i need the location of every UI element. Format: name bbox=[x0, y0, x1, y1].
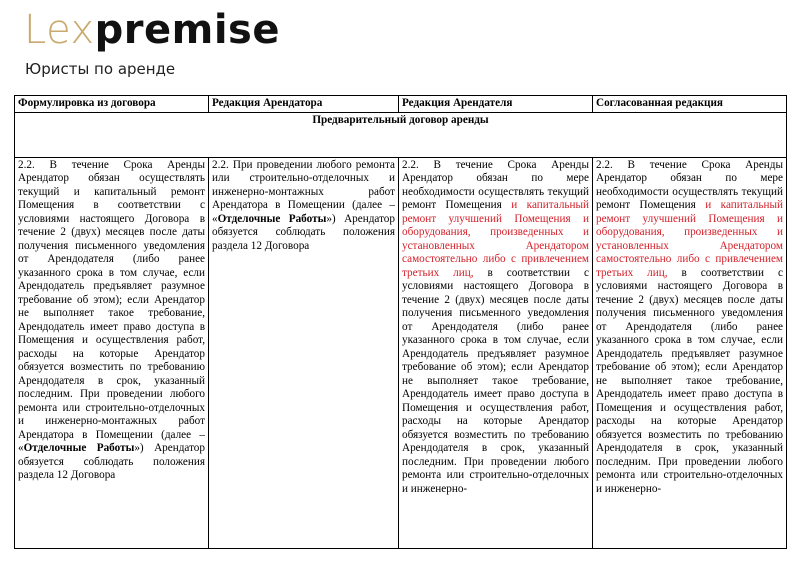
cell-contract-wording bbox=[15, 157, 209, 548]
cell-text: 2.2. В течение Срока Аренды Арендатор обязан осуществлять текущий и капитальный ремонт Помещения в соответствии с условиями настоящего Договора в течение 2 (двух) месяцев после даты получения письменного уведомления от Арендодателя (либо ранее указанного срока в том случае, если Арендодатель предъявляет разумное требование об этом); если Арендатор не выполняет такое требование, Арендодатель имеет право доступа в Помещения и осуществления работ, расходы на которые Арендатор обязуется возместить по требованию Арендодателя в срок, указанный последним. При проведении любого ремонта или строительно-отделочных и инженерно-монтажных работ Арендатора в Помещении (далее – « bbox=[18, 158, 205, 454]
comparison-table bbox=[14, 95, 787, 549]
cell-text-changed: и капитальный ремонт улучшений Помещения и оборудования, произведенных и установленных Арендатором самостоятельно либо с привлечением третьих лиц, bbox=[596, 199, 783, 279]
cell-text-bold: Отделочные Работы bbox=[23, 442, 135, 454]
section-row bbox=[15, 112, 787, 157]
header-landlord-version: Редакция Арендателя bbox=[399, 96, 593, 113]
header-agreed-version: Согласованная редакция bbox=[593, 96, 787, 113]
cell-text: в соответствии с условиями настоящего Договора в течение 2 (двух) месяцев после даты получения письменного уведомления от Арендодателя (либо ранее указанного срока в том случае, если Арендодатель предъявляет разумное требование об этом); если Арендатор не выполняет такое требование, Арендодатель имеет право доступа в Помещения и осуществления работ, расходы на которые Арендатор обязуется возместить по требованию Арендодателя в срок, указанный последним. При проведении любого ремонта или строительно-отделочных и инженерно- bbox=[596, 266, 783, 495]
cell-text: в соответствии с условиями настоящего Договора в течение 2 (двух) месяцев после даты получения письменного уведомления от Арендодателя (либо ранее указанного срока в том случае, если Арендодатель предъявляет разумное требование об этом); если Арендатор не выполняет такое требование, Арендодатель имеет право доступа в Помещения и осуществления работ, расходы на которые Арендатор обязуется возместить по требованию Арендодателя в срок, указанный последним. При проведении любого ремонта или строительно-отделочных и инженерно- bbox=[402, 266, 589, 495]
cell-text: 2.2. В течение Срока Аренды Арендатор обязан по мере необходимости осуществлять текущий ремонт Помещения bbox=[596, 158, 783, 211]
cell-text: 2.2. В течение Срока Аренды Арендатор обязан по мере необходимости осуществлять текущий ремонт Помещения bbox=[402, 158, 589, 211]
header-contract-wording: Формулировка из договора bbox=[15, 96, 209, 113]
table-header-row bbox=[15, 96, 787, 113]
cell-text-changed: и капитальный ремонт улучшений Помещения и оборудования, произведенных и установленных Арендатором самостоятельно либо с привлечением третьих лиц, bbox=[402, 199, 589, 279]
cell-landlord-version bbox=[399, 157, 593, 548]
cell-text: ») Арендатор обязуется соблюдать положения раздела 12 Договора bbox=[18, 442, 205, 481]
logo-premise: premise bbox=[94, 7, 280, 53]
brand-logo bbox=[24, 8, 280, 52]
cell-tenant-version bbox=[209, 157, 399, 548]
cell-text: 2.2. При проведении любого ремонта или строительно-отделочных и инженерно-монтажных работ Арендатора в Помещении (далее – « bbox=[212, 158, 395, 225]
tagline: Юристы по аренде bbox=[25, 60, 176, 78]
cell-agreed-version bbox=[593, 157, 787, 548]
section-title: Предварительный договор аренды bbox=[15, 112, 787, 157]
header-tenant-version: Редакция Арендатора bbox=[209, 96, 399, 113]
cell-text-bold: Отделочные Работы bbox=[217, 212, 327, 225]
cell-text: ») Арендатор обязуется соблюдать положения раздела 12 Договора bbox=[212, 212, 395, 252]
table-row bbox=[15, 157, 787, 548]
logo-lex: Lex bbox=[24, 7, 95, 53]
